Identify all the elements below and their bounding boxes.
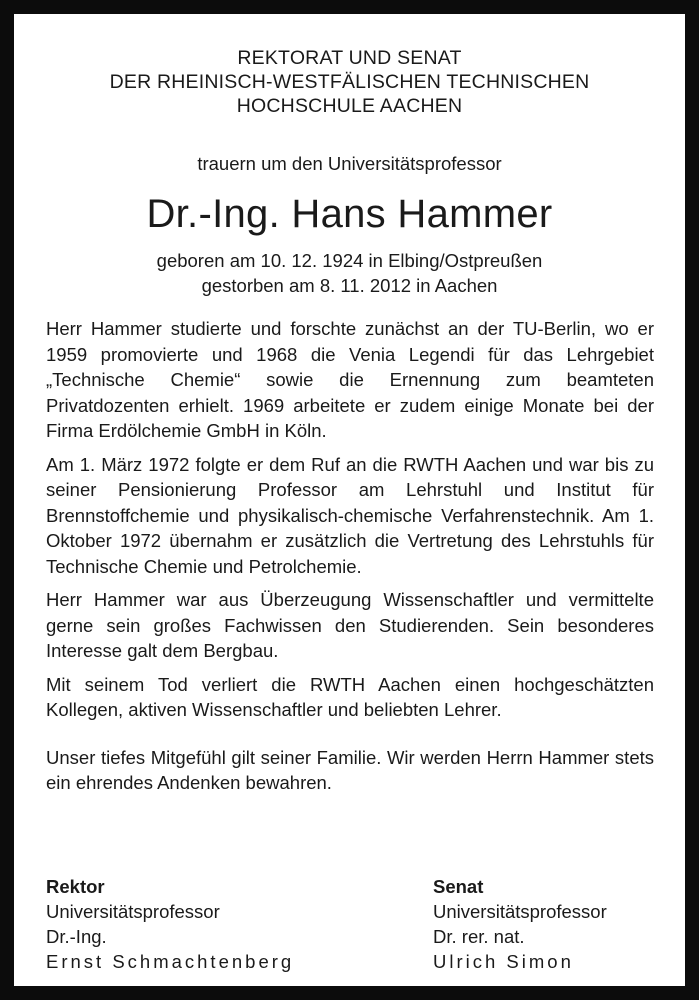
obituary-body <box>46 316 654 804</box>
paragraph-career-aachen: Am 1. März 1972 folgte er dem Ruf an die RWTH Aachen und war bis zu seiner Pensionierung Professor am Lehrstuhl und Institut für Brennstoffchemie und physikalisch-chemische Verfahrenstechnik. Am 1. Oktober 1972 übernahm er zusätzlich die Vertretung des Lehrstuhls für Technische Chemie und Petrolchemie. <box>46 453 654 577</box>
paragraph-loss: Mit seinem Tod verliert die RWTH Aachen einen hochgeschätzten Kollegen, aktiven Wissenschaftler und beliebten Lehrer. <box>46 673 654 720</box>
signature-title: Universitätsprofessor <box>433 901 607 922</box>
signature-degree: Dr. rer. nat. <box>433 926 525 947</box>
issuer-line-1: REKTORAT UND SENAT <box>237 47 462 69</box>
signature-degree: Dr.-Ing. <box>46 926 107 947</box>
paragraph-career-berlin: Herr Hammer studierte und forschte zunächst an der TU-Berlin, wo er 1959 promovierte und 1968 die Venia Legendi für das Lehrgebiet „Technische Chemie“ sowie die Ernennung zum beamteten Privatdozenten erhielt. 1969 arbeitete er zudem einige Monate bei der Firma Erdölchemie GmbH in Köln. <box>46 318 654 441</box>
issuer-heading <box>14 46 685 118</box>
issuer-line-2: DER RHEINISCH-WESTFÄLISCHEN TECHNISCHEN <box>109 71 590 93</box>
death-line: gestorben am 8. 11. 2012 in Aachen <box>201 275 498 296</box>
signature-rektor <box>46 874 294 974</box>
issuer-line-3: HOCHSCHULE AACHEN <box>236 95 463 117</box>
life-dates <box>14 248 685 298</box>
signature-title: Universitätsprofessor <box>46 901 220 922</box>
intro-text: trauern um den Universitätsprofessor <box>197 153 502 174</box>
paragraph-interests: Herr Hammer war aus Überzeugung Wissenschaftler und vermittelte gerne sein großes Fachwissen den Studierenden. Sein besonderes Interesse galt dem Bergbau. <box>46 589 654 661</box>
signature-senat <box>433 874 607 974</box>
signature-role: Senat <box>433 876 484 897</box>
paragraph-condolence: Unser tiefes Mitgefühl gilt seiner Familie. Wir werden Herrn Hammer stets ein ehrendes Andenken bewahren. <box>46 746 654 793</box>
deceased-name: Dr.-Ing. Hans Hammer <box>146 192 553 236</box>
birth-line: geboren am 10. 12. 1924 in Elbing/Ostpreußen <box>156 250 543 271</box>
signature-person: Ulrich Simon <box>433 951 574 972</box>
signature-role: Rektor <box>46 876 105 897</box>
signature-person: Ernst Schmachtenberg <box>46 951 295 972</box>
